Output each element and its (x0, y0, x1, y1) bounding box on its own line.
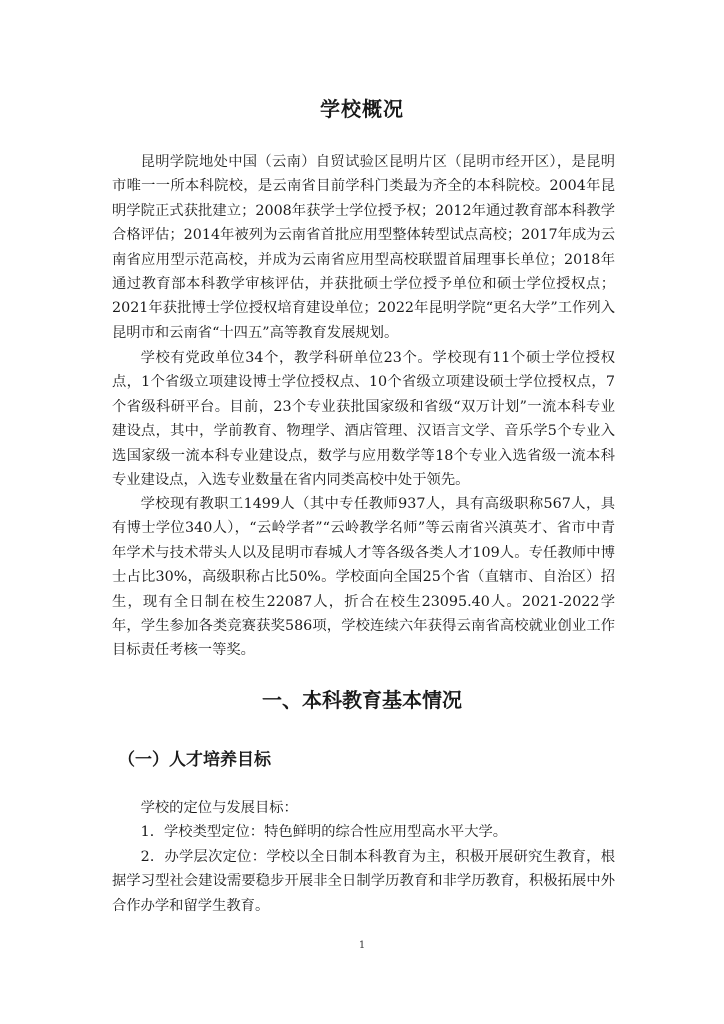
page-number: 1 (358, 940, 366, 951)
overview-paragraph-2: 学校有党政单位34个，教学科研单位23个。学校现有11个硕士学位授权点，1个省级立项建设博士学位授权点、10个省级立项建设硕士学位授权点，7个省级科研平台。目前，23个专业获批国家级和省级“双万计划”一流本科专业建设点，其中，学前教育、物理学、酒店管理、汉语言文学、音乐学5个专业入选国家级一流本科专业建设点，数学与应用数学等18个专业入选省级一流本科专业建设点，入选专业数量在省内同类高校中处于领先。 (112, 350, 615, 489)
page-title: 学校概况 (320, 97, 404, 121)
positioning-item-2: 2．办学层次定位：学校以全日制本科教育为主，积极开展研究生教育，根据学习型社会建设需要稳步开展非全日制学历教育和非学历教育，积极拓展中外合作办学和留学生教育。 (112, 849, 615, 914)
overview-paragraph-3: 学校现有教职工1499人（其中专任教师937人，具有高级职称567人，具有博士学位340人），“云岭学者”“云岭教学名师”等云南省兴滇英才、省市中青年学术与技术带头人以及昆明市春城人才等各级各类人才109人。专任教师中博士占比30%，高级职称占比50%。学校面向全国25个省（直辖市、自治区）招生，现有全日制在校生22087人，折合在校生23095.40人。2021-2022学年，学生参加各类竞赛获奖586项，学校连续六年获得云南省高校就业创业工作目标责任考核一等奖。 (112, 496, 615, 659)
subsection-heading: （一）人才培养目标 (118, 750, 271, 770)
overview-paragraph-1: 昆明学院地处中国（云南）自贸试验区昆明片区（昆明市经开区），是昆明市唯一一所本科院校，是云南省目前学科门类最为齐全的本科院校。2004年昆明学院正式获批建立；2008年获学士学位授予权；2012年通过教育部本科教学合格评估；2014年被列为云南省首批应用型整体转型试点高校；2017年成为云南省应用型示范高校，并成为云南省应用型高校联盟首届理事长单位；2018年通过教育部本科教学审核评估，并获批硕士学位授予单位和硕士学位授权点；2021年获批博士学位授权培育建设单位；2022年昆明学院“更名大学”工作列入昆明市和云南省“十四五”高等教育发展规划。 (112, 154, 615, 341)
section-heading: 一、本科教育基本情况 (262, 688, 462, 712)
positioning-intro: 学校的定位与发展目标： (140, 800, 298, 816)
positioning-item-1: 1．学校类型定位：特色鲜明的综合性应用型高水平大学。 (140, 824, 508, 840)
